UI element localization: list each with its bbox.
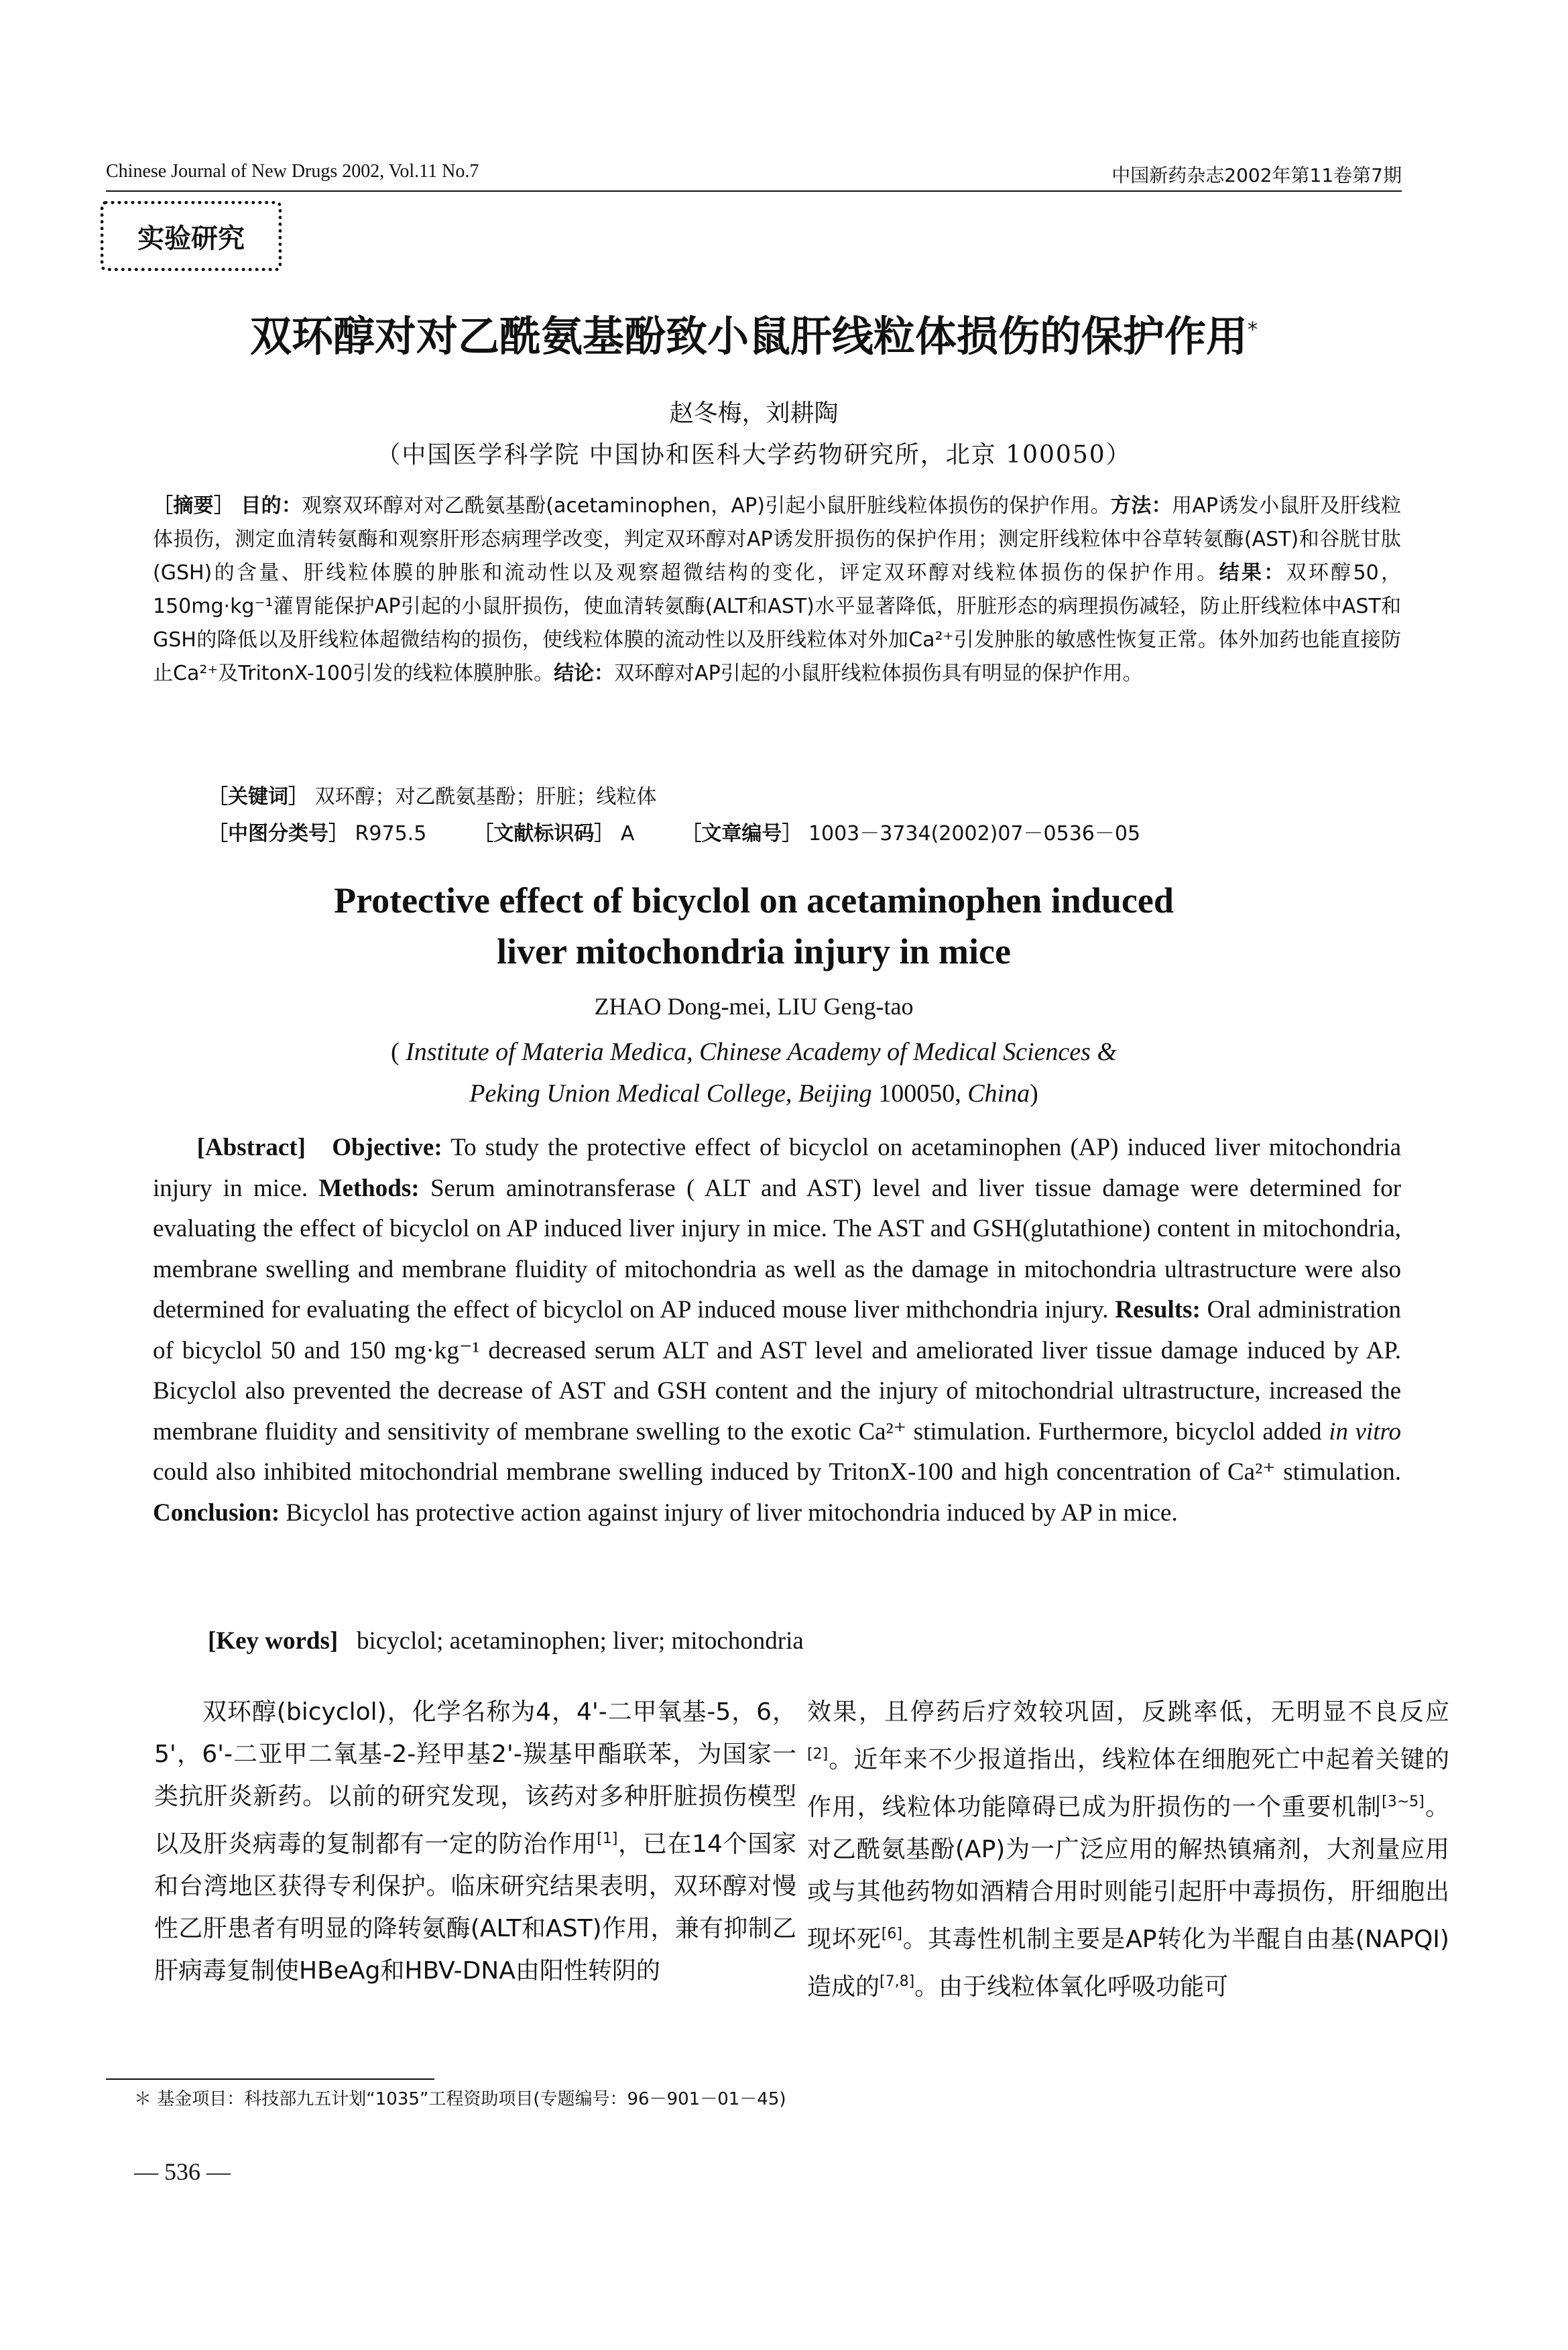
conclusion-cn: 双环醇对AP引起的小鼠肝线粒体损伤具有明显的保护作用。 xyxy=(614,662,1143,685)
abstract-en xyxy=(153,1128,1401,1533)
body-left-a: 双环醇(bicyclol)，化学名称为4，4'-二甲氧基-5，6，5'，6'-二亚甲二氧基-2-羟甲基2'-羰基甲酯联苯，为国家一类抗肝炎新药。以前的研究发现，该药对多种肝脏损伤模型以及肝炎病毒的复制都有一定的防治作用 xyxy=(154,1698,796,1858)
abstract-cn xyxy=(153,489,1401,691)
citation-2[interactable]: [2] xyxy=(807,1746,829,1763)
title-en-line2: liver mitochondria injury in mice xyxy=(497,931,1011,972)
section-badge: 实验研究 xyxy=(101,201,282,271)
classification-cn xyxy=(208,817,1347,846)
abstract-en-label: [Abstract] xyxy=(196,1134,306,1161)
methods-en: Serum aminotransferase ( ALT and AST) level and liver tissue damage were determined for evaluating the effect of bicyclol on AP induced liver injury in mice. The AST and GSH(glutathione) content in mitochondria, membrane swelling and membrane fluidity of mitochondria as well as the damage in mitochondria ultrastructure were also determined for evaluating the effect of bicyclol on AP induced mouse liver mithchondria injury. xyxy=(153,1174,1402,1324)
header-rule xyxy=(106,190,1402,192)
affiliation-en xyxy=(106,1031,1402,1114)
conclusion-en: Bicyclol has protective action against injury of liver mitochondria induced by AP in mice. xyxy=(286,1499,1178,1527)
article-number-label: ［文章编号］ xyxy=(681,822,802,845)
title-cn-text: 双环醇对对乙酰氨基酚致小鼠肝线粒体损伤的保护作用 xyxy=(249,312,1248,361)
authors-en: ZHAO Dong-mei, LIU Geng-tao xyxy=(594,993,914,1020)
doc-code-value: A xyxy=(620,822,635,845)
citation-6[interactable]: [6] xyxy=(881,1926,902,1942)
results-en-a: Oral administration of bicyclol 50 and 150 mg·kg⁻¹ decreased serum ALT and AST level and ameliorated liver tissue damage induced by AP. Bicyclol also prevented the decrease of AST and GSH content and the injury of mitochondrial ultrastructure, increased the membrane fluidity and sensitivity of membrane swelling to the exotic Ca²⁺ stimulation. Furthermore, bicyclol added xyxy=(153,1296,1401,1446)
objective-en: To study the protective effect of bicyclol on acetaminophen (AP) induced liver mitochondria injury in mice. xyxy=(153,1134,1401,1202)
authors-cn: 赵冬梅，刘耕陶 xyxy=(669,400,839,427)
page-number: — 536 — xyxy=(134,2158,231,2185)
keywords-en-text: bicyclol; acetaminophen; liver; mitochondria xyxy=(356,1627,804,1655)
affil-country: China xyxy=(967,1079,1030,1108)
citation-7-8[interactable]: [7,8] xyxy=(880,1973,915,1990)
article-number-value: 1003－3734(2002)07－0536－05 xyxy=(808,822,1141,845)
running-header-left: Chinese Journal of New Drugs 2002, Vol.11 No.7 xyxy=(106,161,479,182)
clc-label: ［中图分类号］ xyxy=(208,822,349,845)
body-right-b: 。近年来不少报道指出，线粒体在细胞死亡中起着关键的作用，线粒体功能障碍已成为肝损伤的一个重要机制 xyxy=(807,1746,1449,1821)
keywords-en-label: [Key words] xyxy=(208,1627,339,1655)
body-right-c: 。对乙酰氨基酚(AP)为一广泛应用的解热镇痛剂，大剂量应用或与其他药物如酒精合用时则能引起肝中毒损伤，肝细胞出现坏死 xyxy=(807,1794,1449,1953)
results-cn-label: 结果： xyxy=(1219,561,1286,585)
body-left-b: ，已在14个国家和台湾地区获得专利保护。临床研究结果表明，双环醇对慢性乙肝患者有明显的降转氨酶(ALT和AST)作用，兼有抑制乙肝病毒复制使HBeAg和HBV-DNA由阳性转阴的 xyxy=(154,1830,796,1985)
doc-code-label: ［文献标识码］ xyxy=(473,822,615,845)
title-en-line1: Protective effect of bicyclol on acetaminophen induced xyxy=(334,880,1174,921)
body-right-a: 效果，且停药后疗效较巩固，反跳率低，无明显不良反应 xyxy=(807,1698,1449,1726)
affil-en-line1: Institute of Materia Medica, Chinese Academy of Medical Sciences & xyxy=(406,1038,1118,1066)
objective-en-label: Objective: xyxy=(332,1134,442,1161)
title-en xyxy=(106,875,1402,977)
title-cn xyxy=(106,303,1402,363)
body-column-right xyxy=(807,1691,1449,2008)
running-header-right: 中国新药杂志2002年第11卷第7期 xyxy=(1111,164,1402,186)
keywords-cn xyxy=(208,780,657,809)
abstract-cn-label: ［摘要］ xyxy=(153,494,235,518)
conclusion-en-label: Conclusion: xyxy=(153,1499,280,1527)
objective-cn-label: 目的： xyxy=(241,494,302,518)
citation-3-5[interactable]: [3~5] xyxy=(1382,1794,1425,1810)
keywords-en xyxy=(208,1627,804,1655)
keywords-cn-label: ［关键词］ xyxy=(208,785,308,809)
affiliation-cn: （中国医学科学院 中国协和医科大学药物研究所，北京 100050） xyxy=(376,441,1132,469)
objective-cn: 观察双环醇对对乙酰氨基酚(acetaminophen，AP)引起小鼠肝脏线粒体损伤的保护作用。 xyxy=(302,494,1111,518)
citation-1[interactable]: [1] xyxy=(597,1830,618,1847)
body-column-left xyxy=(154,1691,796,1992)
in-vitro: in vitro xyxy=(1329,1417,1401,1446)
methods-cn-label: 方法： xyxy=(1111,494,1172,518)
body-right-e: 。由于线粒体氧化呼吸功能可 xyxy=(914,1973,1229,2001)
footnote: ＊ 基金项目：科技部九五计划“1035”工程资助项目(专题编号：96－901－01－45) xyxy=(134,2089,786,2109)
clc-value: R975.5 xyxy=(355,822,427,845)
results-en-label: Results: xyxy=(1115,1296,1201,1324)
affil-en-line2: Peking Union Medical College, Beijing xyxy=(469,1079,872,1108)
methods-en-label: Methods: xyxy=(318,1174,420,1202)
body-right-d: 。其毒性机制主要是AP转化为半醌自由基(NAPQI)造成的 xyxy=(807,1926,1449,2001)
title-footnote-mark: * xyxy=(1248,318,1258,342)
affil-close-paren: ) xyxy=(1030,1079,1038,1108)
footnote-rule xyxy=(106,2078,434,2080)
results-en-b: could also inhibited mitochondrial membrane swelling induced by TritonX-100 and high concentration of Ca²⁺ stimulation. xyxy=(153,1458,1401,1486)
affil-postcode: 100050, xyxy=(878,1079,961,1108)
results-cn: 双环醇50，150mg·kg⁻¹灌胃能保护AP引起的小鼠肝损伤，使血清转氨酶(ALT和AST)水平显著降低，肝脏形态的病理损伤减轻，防止肝线粒体中AST和GSH的降低以及肝线粒体超微结构的损伤，使线粒体膜的流动性以及肝线粒体对外加Ca²⁺引发肿胀的敏感性恢复正常。体外加药也能直接防止Ca²⁺及TritonX-100引发的线粒体膜肿胀。 xyxy=(153,561,1401,685)
methods-cn: 用AP诱发小鼠肝及肝线粒体损伤，测定血清转氨酶和观察肝形态病理学改变，判定双环醇对AP诱发肝损伤的保护作用；测定肝线粒体中谷草转氨酶(AST)和谷胱甘肽(GSH)的含量、肝线粒体膜的肿胀和流动性以及观察超微结构的变化，评定双环醇对线粒体损伤的保护作用。 xyxy=(153,494,1401,585)
keywords-cn-text: 双环醇；对乙酰氨基酚；肝脏；线粒体 xyxy=(314,785,657,809)
conclusion-cn-label: 结论： xyxy=(554,662,615,685)
affil-open-paren: ( xyxy=(390,1038,400,1066)
